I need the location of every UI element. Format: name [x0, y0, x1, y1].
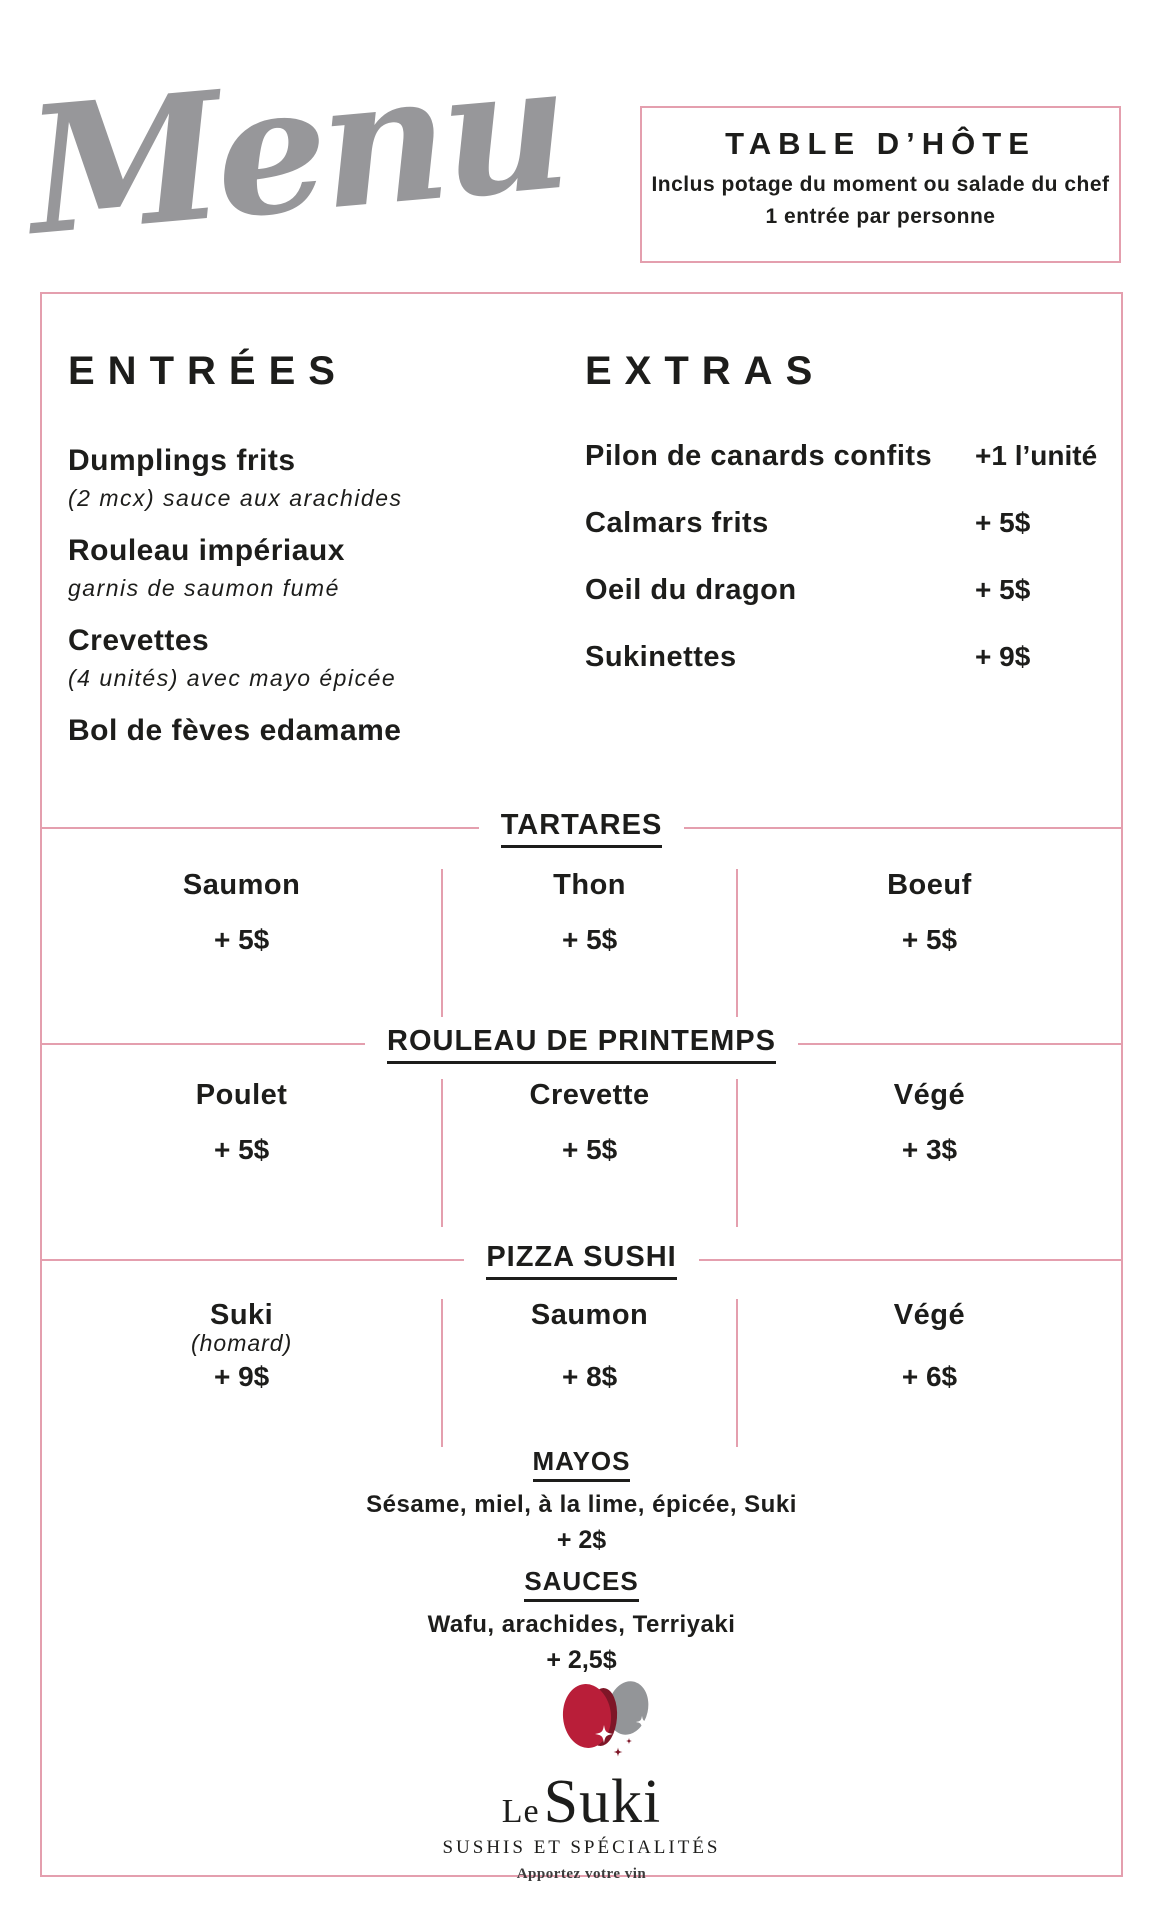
entrees-section	[68, 349, 548, 804]
section-title: PIZZA SUSHI	[486, 1241, 676, 1280]
menu-column	[738, 1079, 1121, 1227]
item-subtext: (homard)	[190, 1330, 293, 1356]
menu-column	[441, 869, 738, 1017]
menu-script-title: Menu	[20, 24, 572, 275]
item-name: Saumon	[182, 869, 301, 901]
section-title: TARTARES	[501, 809, 663, 848]
menu-content-box	[40, 292, 1123, 1882]
item-price: + 3$	[901, 1134, 958, 1165]
section-title: ROULEAU DE PRINTEMPS	[387, 1025, 776, 1064]
item-price: + 8$	[561, 1361, 618, 1392]
item-name: Oeil du dragon	[585, 574, 797, 606]
list-item	[68, 714, 548, 804]
item-price: + 5$	[561, 1134, 618, 1165]
list-item	[68, 444, 548, 534]
list-item	[585, 507, 1110, 574]
item-price: + 5$	[561, 924, 618, 955]
entrees-items	[68, 444, 548, 804]
logo-byline: Apportez votre vin	[516, 1866, 647, 1882]
item-name: Boeuf	[887, 869, 972, 901]
list-item	[585, 641, 1110, 708]
item-price: + 9$	[213, 1361, 270, 1392]
item-name: Saumon	[530, 1299, 649, 1331]
sauces-section	[42, 1566, 1121, 1675]
menu-column	[42, 1299, 441, 1447]
divider-line	[42, 1043, 365, 1045]
item-description: (4 unités) avec mayo épicée	[68, 665, 397, 691]
restaurant-logo	[42, 1672, 1121, 1883]
item-name: Dumplings frits	[68, 444, 296, 477]
menu-column	[42, 869, 441, 1017]
divider-line	[798, 1043, 1121, 1045]
logo-tagline: SUSHIS ET SPÉCIALITÉS	[442, 1837, 721, 1858]
section-columns-tartares	[42, 869, 1121, 1017]
divider-line	[684, 827, 1121, 829]
menu-column	[738, 1299, 1121, 1447]
extras-section	[585, 349, 1110, 708]
table-dhote-line1: Inclus potage du moment ou salade du chef	[651, 173, 1110, 196]
table-dhote-title: TABLE D’HÔTE	[725, 126, 1036, 161]
item-name: Suki	[209, 1299, 274, 1331]
list-item	[585, 440, 1110, 507]
section-divider-rouleau	[42, 1022, 1121, 1066]
item-price: + 5$	[901, 924, 958, 955]
list-item	[585, 574, 1110, 641]
logo-ovals-icon	[90, 1672, 1121, 1781]
table-dhote-box	[640, 106, 1121, 263]
divider-line	[42, 827, 479, 829]
item-name: Végé	[893, 1079, 966, 1111]
item-price: + 5$	[975, 507, 1031, 538]
extras-heading: EXTRAS	[585, 349, 826, 393]
divider-line	[42, 1259, 464, 1261]
item-name: Pilon de canards confits	[585, 440, 933, 472]
item-name: Calmars frits	[585, 507, 769, 539]
section-title: MAYOS	[533, 1446, 631, 1482]
logo-wordmark	[42, 1768, 1121, 1836]
item-description: (2 mcx) sauce aux arachides	[68, 485, 403, 511]
section-price: + 2,5$	[546, 1646, 617, 1674]
section-description: Sésame, miel, à la lime, épicée, Suki	[366, 1491, 797, 1518]
item-name: Végé	[893, 1299, 966, 1331]
item-price: + 5$	[975, 574, 1031, 605]
mayos-section	[42, 1446, 1121, 1555]
section-columns-pizza	[42, 1299, 1121, 1447]
item-name: Crevettes	[68, 624, 210, 657]
list-item	[68, 624, 548, 714]
menu-column	[42, 1079, 441, 1227]
table-dhote-line2: 1 entrée par personne	[765, 205, 996, 228]
extras-items	[585, 440, 1110, 708]
section-divider-pizza	[42, 1238, 1121, 1282]
section-title: SAUCES	[524, 1566, 638, 1602]
divider-line	[699, 1259, 1121, 1261]
entrees-heading: ENTRÉES	[68, 349, 348, 393]
item-description: garnis de saumon fumé	[68, 575, 340, 601]
item-name: Rouleau impériaux	[68, 534, 345, 567]
menu-column	[441, 1299, 738, 1447]
item-price: + 5$	[213, 924, 270, 955]
section-price: + 2$	[556, 1526, 607, 1554]
logo-name: Suki	[543, 1768, 662, 1836]
item-name: Bol de fèves edamame	[68, 714, 402, 747]
section-description: Wafu, arachides, Terriyaki	[427, 1611, 736, 1638]
item-price: + 5$	[213, 1134, 270, 1165]
logo-le: Le	[501, 1793, 540, 1830]
menu-column	[441, 1079, 738, 1227]
section-divider-tartares	[42, 806, 1121, 850]
item-name: Sukinettes	[585, 641, 737, 673]
section-columns-rouleau	[42, 1079, 1121, 1227]
list-item	[68, 534, 548, 624]
item-price: + 9$	[975, 641, 1031, 672]
item-name: Poulet	[195, 1079, 288, 1111]
item-name: Crevette	[529, 1079, 650, 1111]
item-price: +1 l’unité	[975, 440, 1098, 471]
item-price: + 6$	[901, 1361, 958, 1392]
menu-column	[738, 869, 1121, 1017]
item-name: Thon	[553, 869, 626, 901]
